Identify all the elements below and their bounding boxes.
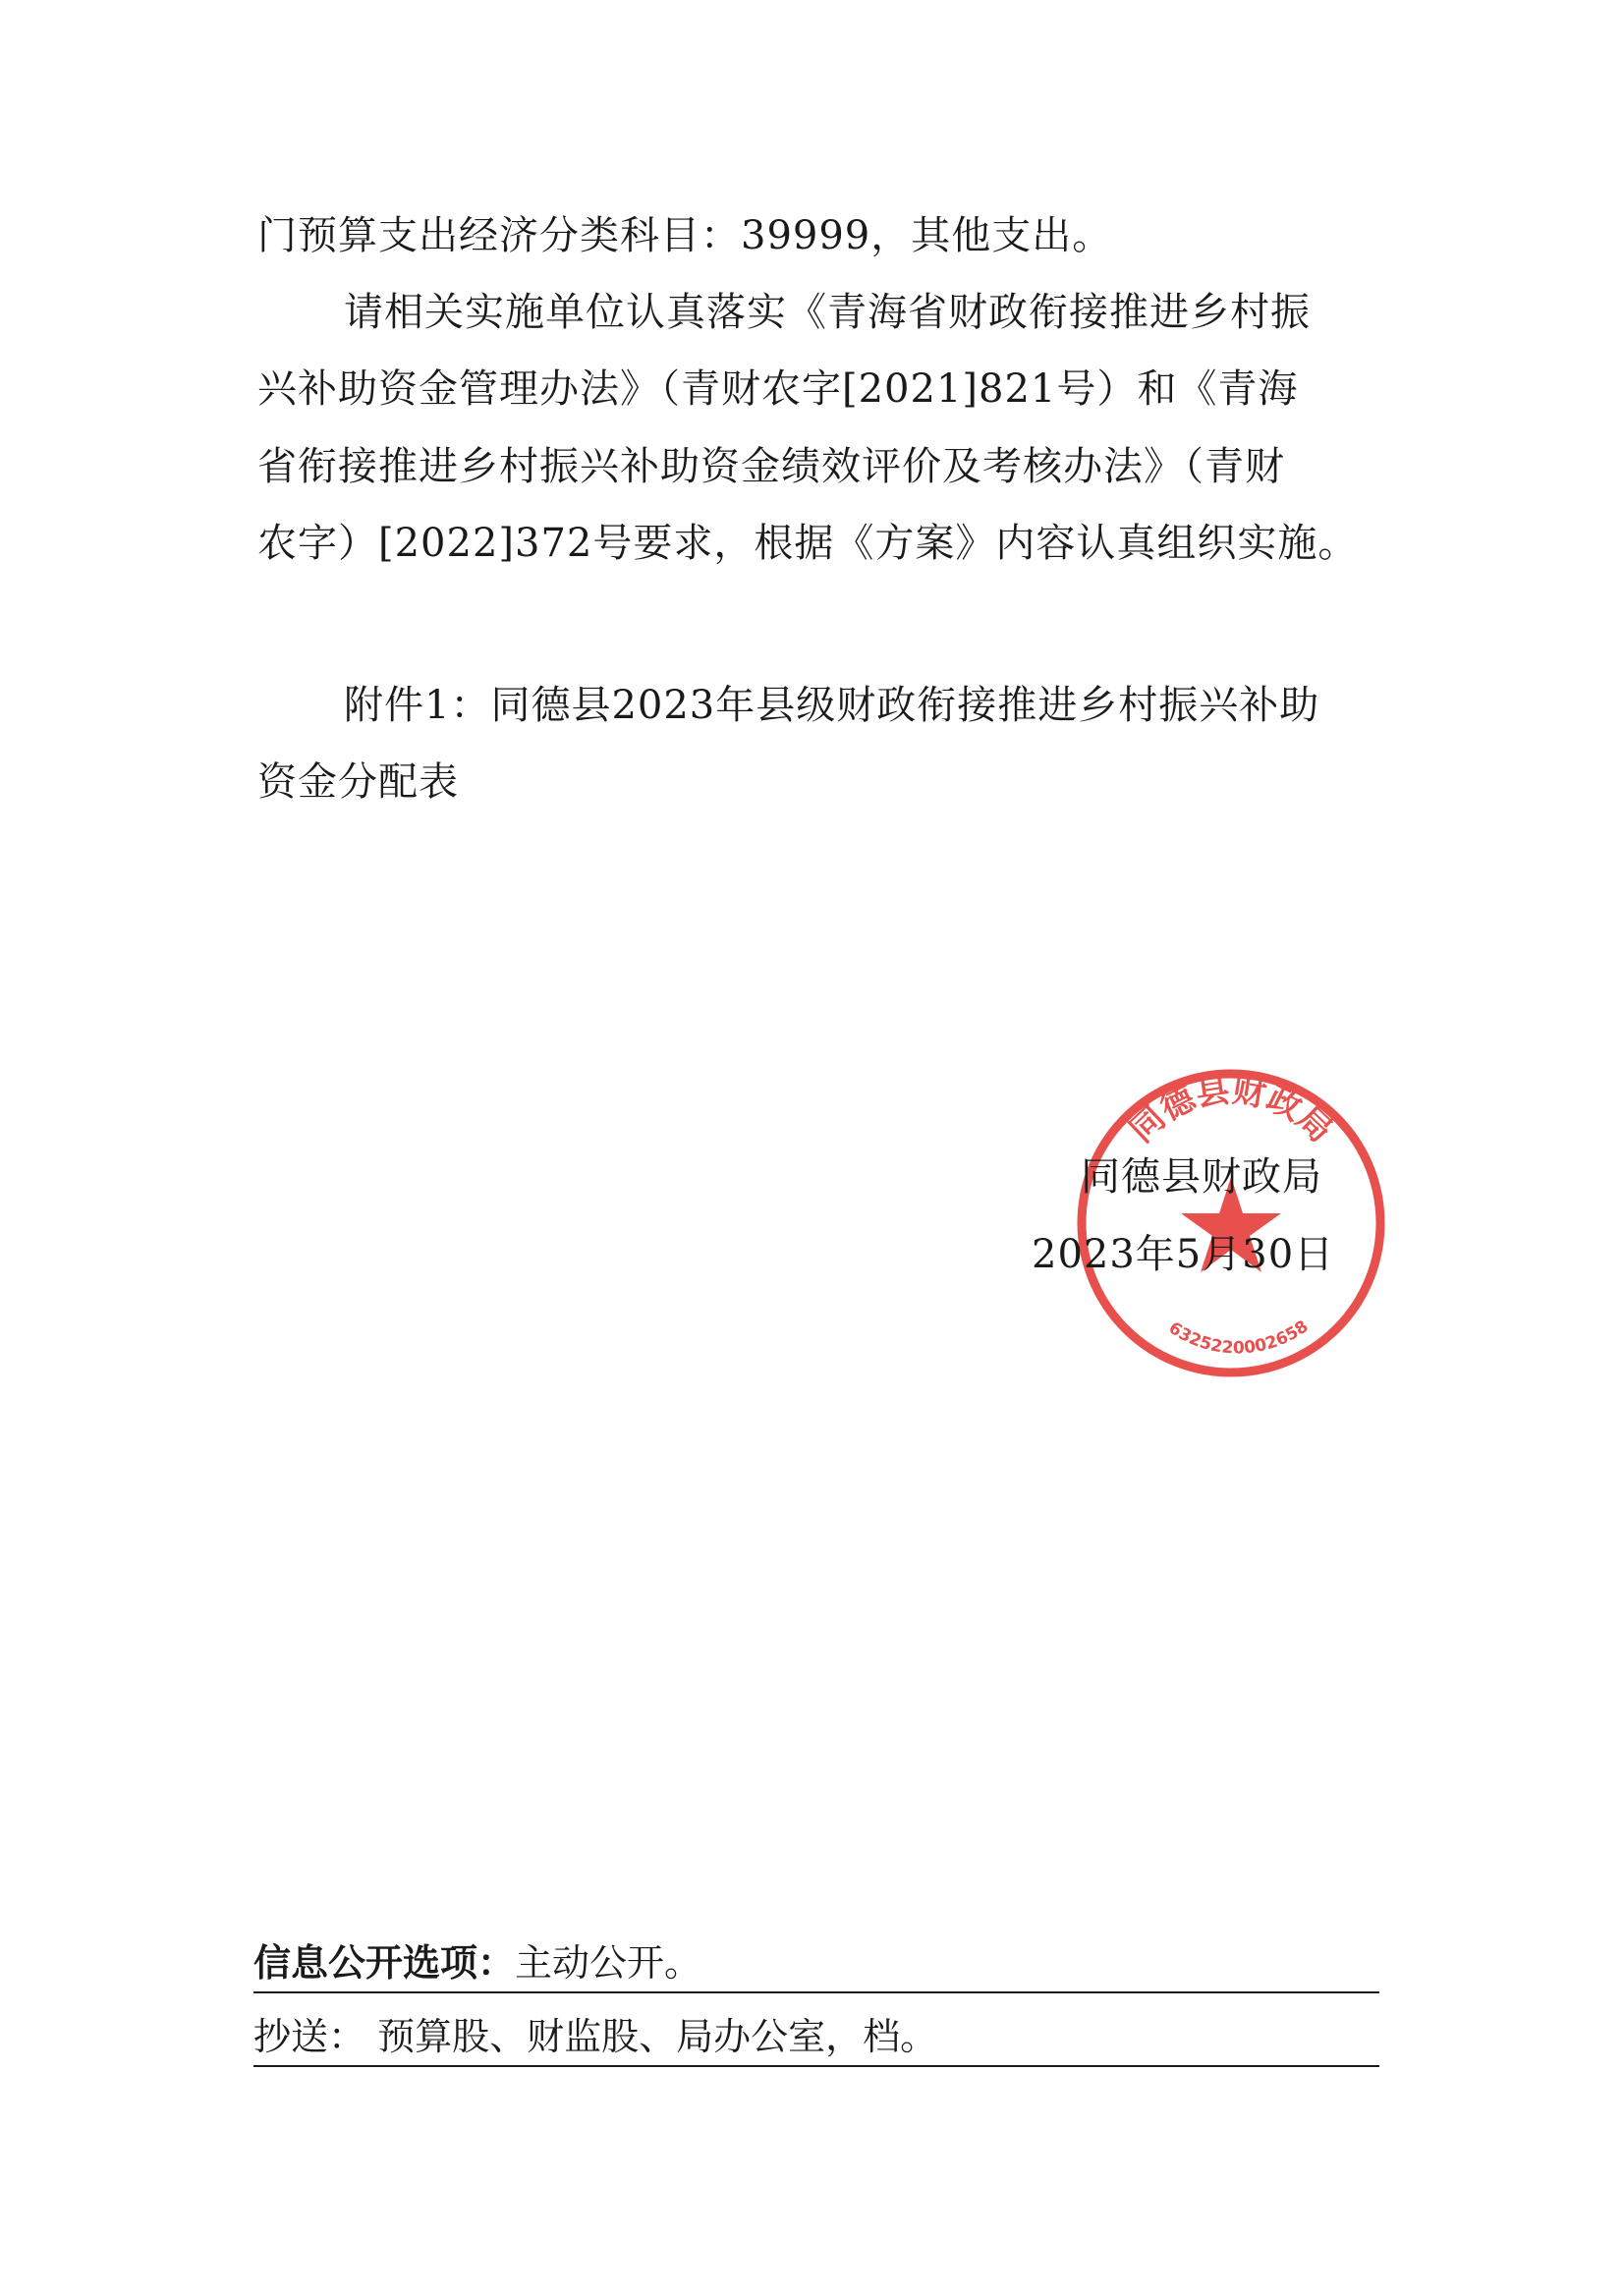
body-line: 农字）[2022]372号要求，根据《方案》内容认真组织实施。 xyxy=(257,521,1359,566)
disclosure-label: 信息公开选项： xyxy=(253,1940,516,1985)
disclosure-line xyxy=(253,1938,1379,1993)
issue-date: 2023年5月30日 xyxy=(1032,1232,1335,1277)
cc-value: 预算股、财监股、局办公室，档。 xyxy=(377,2015,938,2058)
cc-label: 抄送： xyxy=(253,2015,366,2058)
cc-line xyxy=(253,2012,1379,2067)
issuer-name: 同德县财政局 xyxy=(1081,1154,1322,1200)
body-line: 省衔接推进乡村振兴补助资金绩效评价及考核办法》（青财 xyxy=(257,444,1285,489)
disclosure-value: 主动公开。 xyxy=(515,1941,702,1985)
seal-number: 6325220002658 xyxy=(1164,1316,1313,1359)
attachment-line: 资金分配表 xyxy=(257,759,459,805)
body-line: 请相关实施单位认真落实《青海省财政衔接推进乡村振 xyxy=(344,290,1311,335)
seal-top-text: 同德县财政局 xyxy=(1122,1071,1340,1150)
body-line: 门预算支出经济分类科目：39999，其他支出。 xyxy=(257,213,1113,258)
body-line: 兴补助资金管理办法》（青财农字[2021]821号）和《青海 xyxy=(257,366,1299,412)
attachment-line: 附件1：同德县2023年县级财政衔接推进乡村振兴补助 xyxy=(344,683,1320,728)
official-seal xyxy=(1069,1061,1393,1385)
